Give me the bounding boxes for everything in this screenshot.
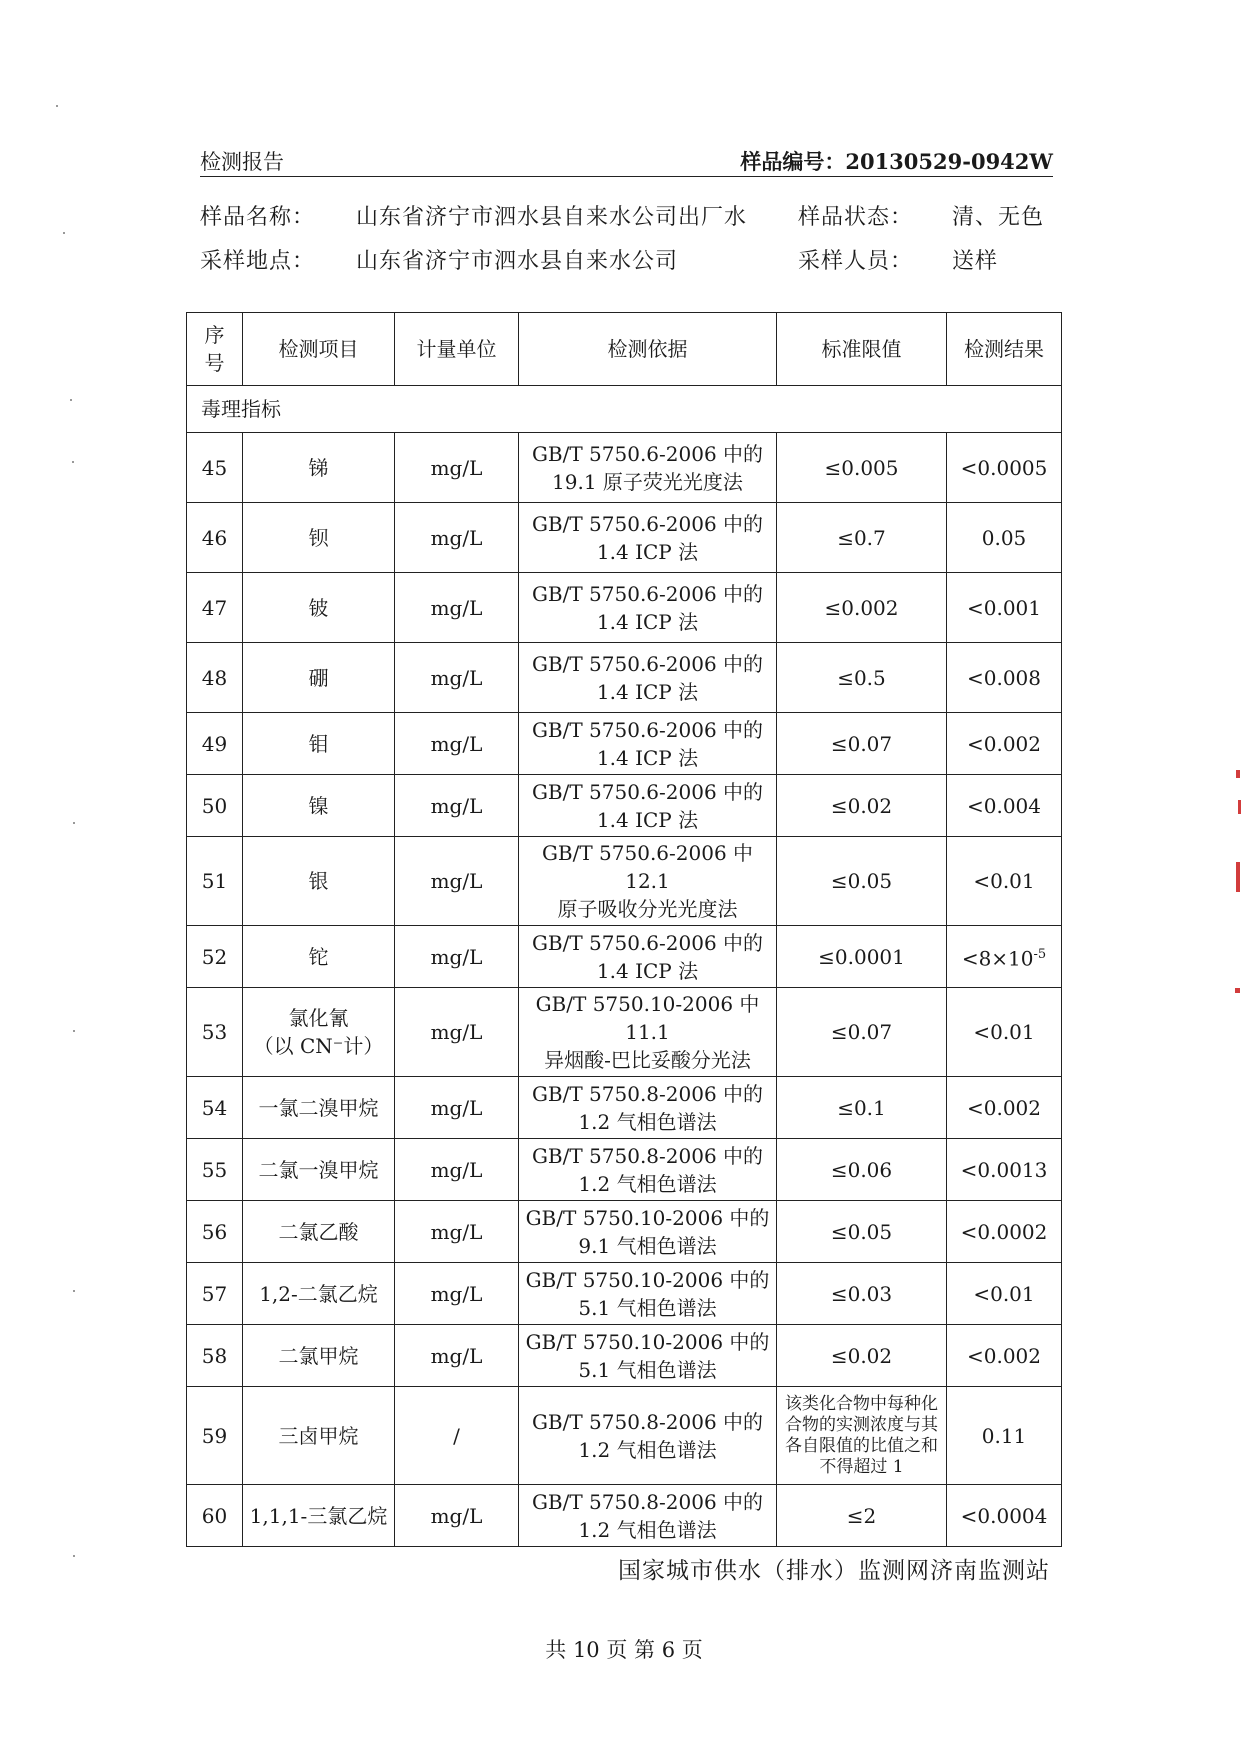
row-number: 53 <box>187 988 243 1077</box>
row-number: 54 <box>187 1077 243 1139</box>
test-method-line: GB/T 5750.6-2006 中 12.1 <box>541 841 754 893</box>
test-method <box>519 926 777 988</box>
unit: mg/L <box>395 1485 519 1547</box>
test-result <box>947 988 1062 1077</box>
seal-edge-mark <box>1236 770 1240 778</box>
test-item <box>243 1263 395 1325</box>
test-item <box>243 1325 395 1387</box>
test-result <box>947 643 1062 713</box>
table-row <box>187 837 1062 926</box>
standard-limit <box>777 433 947 503</box>
test-item <box>243 926 395 988</box>
test-item-line: 一氯二溴甲烷 <box>258 1095 379 1120</box>
table-header-row <box>187 313 1062 386</box>
test-result-value: <0.0002 <box>960 1219 1048 1244</box>
row-number: 55 <box>187 1139 243 1201</box>
test-method-line: GB/T 5750.6-2006 中的 <box>531 441 764 466</box>
table-row <box>187 1201 1062 1263</box>
test-item-line: 三卤甲烷 <box>278 1423 359 1448</box>
test-method <box>519 433 777 503</box>
section-row <box>187 386 1062 433</box>
test-result <box>947 713 1062 775</box>
table-row <box>187 1077 1062 1139</box>
test-item-line: 锑 <box>308 455 329 480</box>
standard-limit-line: ≤0.5 <box>837 665 886 690</box>
test-method-line: GB/T 5750.8-2006 中的 <box>531 1081 764 1106</box>
test-method-line: 1.2 气相色谱法 <box>578 1517 717 1542</box>
unit: mg/L <box>395 1325 519 1387</box>
standard-limit-line: 各自限值的比值之和 <box>785 1435 938 1456</box>
test-method-line: 5.1 气相色谱法 <box>578 1357 717 1382</box>
test-method-line: GB/T 5750.6-2006 中的 <box>531 651 764 676</box>
results-table <box>186 312 1062 1547</box>
test-result-value: <0.01 <box>973 1020 1035 1044</box>
header-item: 检测项目 <box>243 313 395 386</box>
standard-limit <box>777 1077 947 1139</box>
test-item-line: 铍 <box>308 595 329 620</box>
test-item <box>243 573 395 643</box>
scan-speck <box>63 232 65 234</box>
row-number: 59 <box>187 1387 243 1485</box>
test-result <box>947 1325 1062 1387</box>
test-item-line: 1,1,1-三氯乙烷 <box>249 1503 388 1528</box>
test-item-line: 镍 <box>308 793 329 818</box>
unit: mg/L <box>395 573 519 643</box>
test-method-line: 1.2 气相色谱法 <box>578 1437 717 1462</box>
test-result-exponent: -5 <box>1033 946 1047 962</box>
report-title: 检测报告 <box>200 150 284 174</box>
header-limit: 标准限值 <box>777 313 947 386</box>
unit: mg/L <box>395 926 519 988</box>
header-rule <box>200 176 1053 177</box>
test-method <box>519 1325 777 1387</box>
test-result <box>947 1263 1062 1325</box>
test-item <box>243 433 395 503</box>
standard-limit-line: ≤0.06 <box>830 1157 893 1182</box>
seal-edge-mark <box>1236 862 1240 892</box>
table-row <box>187 573 1062 643</box>
test-result-value: <0.0005 <box>960 455 1048 480</box>
scan-speck <box>56 105 58 107</box>
unit: mg/L <box>395 988 519 1077</box>
unit: mg/L <box>395 775 519 837</box>
unit: / <box>395 1387 519 1485</box>
test-item-line: 氯化氰 <box>288 1006 349 1030</box>
test-item <box>243 1077 395 1139</box>
test-method-line: GB/T 5750.10-2006 中的 <box>525 1205 770 1230</box>
row-number: 50 <box>187 775 243 837</box>
test-item-line: 二氯甲烷 <box>278 1343 359 1368</box>
header-result: 检测结果 <box>947 313 1062 386</box>
standard-limit-line: ≤2 <box>846 1503 877 1528</box>
page-indicator: 共 10 页 第 6 页 <box>545 1638 703 1662</box>
test-result <box>947 503 1062 573</box>
scan-speck <box>72 461 74 463</box>
test-result-value: <0.001 <box>966 595 1041 620</box>
test-result <box>947 1485 1062 1547</box>
table-row <box>187 1485 1062 1547</box>
test-method <box>519 988 777 1077</box>
row-number: 58 <box>187 1325 243 1387</box>
sample-number: 样品编号：20130529-0942W <box>740 149 1053 174</box>
test-method-line: 1.4 ICP 法 <box>596 958 699 983</box>
standard-limit-line: ≤0.03 <box>830 1281 893 1306</box>
test-method-line: 异烟酸-巴比妥酸分光法 <box>544 1048 751 1072</box>
test-method-line: GB/T 5750.10-2006 中的 <box>525 1329 770 1354</box>
standard-limit <box>777 1485 947 1547</box>
test-method-line: 1.4 ICP 法 <box>596 745 699 770</box>
test-item-line: 二氯乙酸 <box>278 1219 359 1244</box>
test-result <box>947 1139 1062 1201</box>
test-result-value: <0.0013 <box>960 1157 1048 1182</box>
test-item <box>243 503 395 573</box>
test-method-line: 9.1 气相色谱法 <box>578 1233 717 1258</box>
table-row <box>187 433 1062 503</box>
sample-name-label: 样品名称： <box>200 205 316 230</box>
test-item <box>243 837 395 926</box>
header-no-line1: 序 <box>204 323 225 347</box>
test-method-line: GB/T 5750.6-2006 中的 <box>531 779 764 804</box>
location-value: 山东省济宁市泗水县自来水公司 <box>356 249 679 274</box>
standard-limit <box>777 926 947 988</box>
standard-limit-line: ≤0.05 <box>830 869 893 893</box>
test-method <box>519 573 777 643</box>
test-method-line: 1.2 气相色谱法 <box>578 1109 717 1134</box>
sample-name-value: 山东省济宁市泗水县自来水公司出厂水 <box>356 205 748 230</box>
row-number: 49 <box>187 713 243 775</box>
seal-edge-mark <box>1238 800 1241 814</box>
test-method <box>519 775 777 837</box>
row-number: 47 <box>187 573 243 643</box>
standard-limit <box>777 1263 947 1325</box>
test-result <box>947 1077 1062 1139</box>
test-result-value: <0.0004 <box>960 1503 1048 1528</box>
row-number: 57 <box>187 1263 243 1325</box>
header-no-line2: 号 <box>204 351 225 375</box>
test-result-value: 0.11 <box>981 1423 1027 1448</box>
test-result <box>947 1201 1062 1263</box>
table-row <box>187 1263 1062 1325</box>
scan-speck <box>73 1555 75 1557</box>
table-row <box>187 1325 1062 1387</box>
standard-limit-line: 不得超过 1 <box>819 1456 904 1477</box>
test-item-line: 银 <box>308 869 329 893</box>
test-result-value: <0.002 <box>966 731 1041 756</box>
row-number: 48 <box>187 643 243 713</box>
test-result-value: <0.002 <box>966 1095 1041 1120</box>
standard-limit <box>777 573 947 643</box>
test-method <box>519 837 777 926</box>
test-item <box>243 1485 395 1547</box>
standard-limit <box>777 713 947 775</box>
unit: mg/L <box>395 1263 519 1325</box>
standard-limit-line: 合物的实测浓度与其 <box>785 1414 938 1435</box>
unit: mg/L <box>395 1201 519 1263</box>
standard-limit-line: ≤0.0001 <box>818 944 905 969</box>
row-number: 45 <box>187 433 243 503</box>
test-result-value: <0.008 <box>966 665 1041 690</box>
test-method <box>519 1139 777 1201</box>
header-no <box>187 313 243 386</box>
standard-limit <box>777 1139 947 1201</box>
test-result <box>947 433 1062 503</box>
test-item <box>243 1139 395 1201</box>
unit: mg/L <box>395 713 519 775</box>
table-row <box>187 775 1062 837</box>
standard-limit-line: ≤0.002 <box>824 595 899 620</box>
test-method-line: GB/T 5750.6-2006 中的 <box>531 581 764 606</box>
test-item-line: 钼 <box>308 731 329 756</box>
standard-limit-line: ≤0.02 <box>830 793 893 818</box>
sampler-value: 送样 <box>952 249 999 274</box>
scan-speck <box>73 1290 75 1292</box>
standard-limit-line: ≤0.005 <box>824 455 899 480</box>
test-method-line: 1.4 ICP 法 <box>596 807 699 832</box>
row-number: 60 <box>187 1485 243 1547</box>
test-result-value: <0.01 <box>973 869 1035 893</box>
test-method <box>519 503 777 573</box>
sample-state-value: 清、无色 <box>952 205 1045 230</box>
seal-edge-mark <box>1235 988 1240 993</box>
test-method <box>519 1077 777 1139</box>
unit: mg/L <box>395 1077 519 1139</box>
test-result-value: <0.01 <box>973 1281 1035 1306</box>
table-row <box>187 713 1062 775</box>
test-item-line: 钡 <box>308 525 329 550</box>
standard-limit <box>777 643 947 713</box>
unit: mg/L <box>395 1139 519 1201</box>
test-method <box>519 643 777 713</box>
test-item <box>243 988 395 1077</box>
test-item <box>243 1201 395 1263</box>
standard-limit <box>777 1325 947 1387</box>
table-row <box>187 503 1062 573</box>
test-method <box>519 1387 777 1485</box>
standard-limit <box>777 1201 947 1263</box>
test-result-value: 0.05 <box>981 525 1027 550</box>
unit: mg/L <box>395 433 519 503</box>
unit: mg/L <box>395 837 519 926</box>
sampler-label: 采样人员： <box>798 249 914 274</box>
table-row <box>187 643 1062 713</box>
standard-limit <box>777 503 947 573</box>
header-method: 检测依据 <box>519 313 777 386</box>
section-title: 毒理指标 <box>187 386 1062 433</box>
scan-speck <box>73 1030 75 1032</box>
test-method-line: 1.4 ICP 法 <box>596 539 699 564</box>
test-method-line: GB/T 5750.8-2006 中的 <box>531 1489 764 1514</box>
test-result-value: <8×10 <box>961 946 1034 971</box>
standard-limit-line: ≤0.02 <box>830 1343 893 1368</box>
standard-limit <box>777 775 947 837</box>
unit: mg/L <box>395 643 519 713</box>
standard-limit-line: ≤0.7 <box>837 525 886 550</box>
test-item-line: 1,2-二氯乙烷 <box>259 1281 378 1306</box>
test-method-line: GB/T 5750.6-2006 中的 <box>531 717 764 742</box>
row-number: 56 <box>187 1201 243 1263</box>
location-label: 采样地点： <box>200 249 316 274</box>
scan-speck <box>70 399 72 401</box>
scan-speck <box>73 822 75 824</box>
row-number: 46 <box>187 503 243 573</box>
test-method-line: GB/T 5750.6-2006 中的 <box>531 511 764 536</box>
standard-limit-line: ≤0.07 <box>830 1020 893 1044</box>
test-result <box>947 926 1062 988</box>
standard-limit <box>777 1387 947 1485</box>
standard-limit <box>777 837 947 926</box>
test-item <box>243 1387 395 1485</box>
test-method-line: 5.1 气相色谱法 <box>578 1295 717 1320</box>
unit: mg/L <box>395 503 519 573</box>
standard-limit-line: 该类化合物中每种化 <box>785 1393 938 1414</box>
test-result <box>947 837 1062 926</box>
test-method-line: GB/T 5750.10-2006 中的 <box>525 1267 770 1292</box>
test-method-line: GB/T 5750.6-2006 中的 <box>531 930 764 955</box>
table-row <box>187 926 1062 988</box>
test-item <box>243 775 395 837</box>
test-method-line: 1.2 气相色谱法 <box>578 1171 717 1196</box>
test-method-line: GB/T 5750.10-2006 中 11.1 <box>535 992 760 1044</box>
test-method <box>519 713 777 775</box>
footer-organization: 国家城市供水（排水）监测网济南监测站 <box>618 1558 1050 1584</box>
table-body <box>187 386 1062 1547</box>
standard-limit-line: ≤0.1 <box>837 1095 886 1120</box>
header-unit: 计量单位 <box>395 313 519 386</box>
standard-limit-line: ≤0.05 <box>830 1219 893 1244</box>
test-method-line: 1.4 ICP 法 <box>596 679 699 704</box>
test-item <box>243 643 395 713</box>
test-method <box>519 1263 777 1325</box>
test-item-line: （以 CN⁻计） <box>253 1034 384 1058</box>
test-method-line: 1.4 ICP 法 <box>596 609 699 634</box>
test-result-value: <0.002 <box>966 1343 1041 1368</box>
test-result <box>947 573 1062 643</box>
test-item-line: 铊 <box>308 944 329 969</box>
table-row <box>187 1387 1062 1485</box>
standard-limit-line: ≤0.07 <box>830 731 893 756</box>
test-item-line: 二氯一溴甲烷 <box>258 1157 379 1182</box>
standard-limit <box>777 988 947 1077</box>
row-number: 52 <box>187 926 243 988</box>
test-method <box>519 1485 777 1547</box>
table-row <box>187 1139 1062 1201</box>
test-method-line: 19.1 原子荧光光度法 <box>552 469 743 494</box>
row-number: 51 <box>187 837 243 926</box>
test-method-line: 原子吸收分光光度法 <box>557 897 738 921</box>
sample-state-label: 样品状态： <box>798 205 914 230</box>
test-item-line: 硼 <box>308 665 329 690</box>
test-result <box>947 1387 1062 1485</box>
test-method-line: GB/T 5750.8-2006 中的 <box>531 1143 764 1168</box>
test-method <box>519 1201 777 1263</box>
table-row <box>187 988 1062 1077</box>
test-result-value: <0.004 <box>966 793 1041 818</box>
test-item <box>243 713 395 775</box>
test-result <box>947 775 1062 837</box>
test-method-line: GB/T 5750.8-2006 中的 <box>531 1409 764 1434</box>
